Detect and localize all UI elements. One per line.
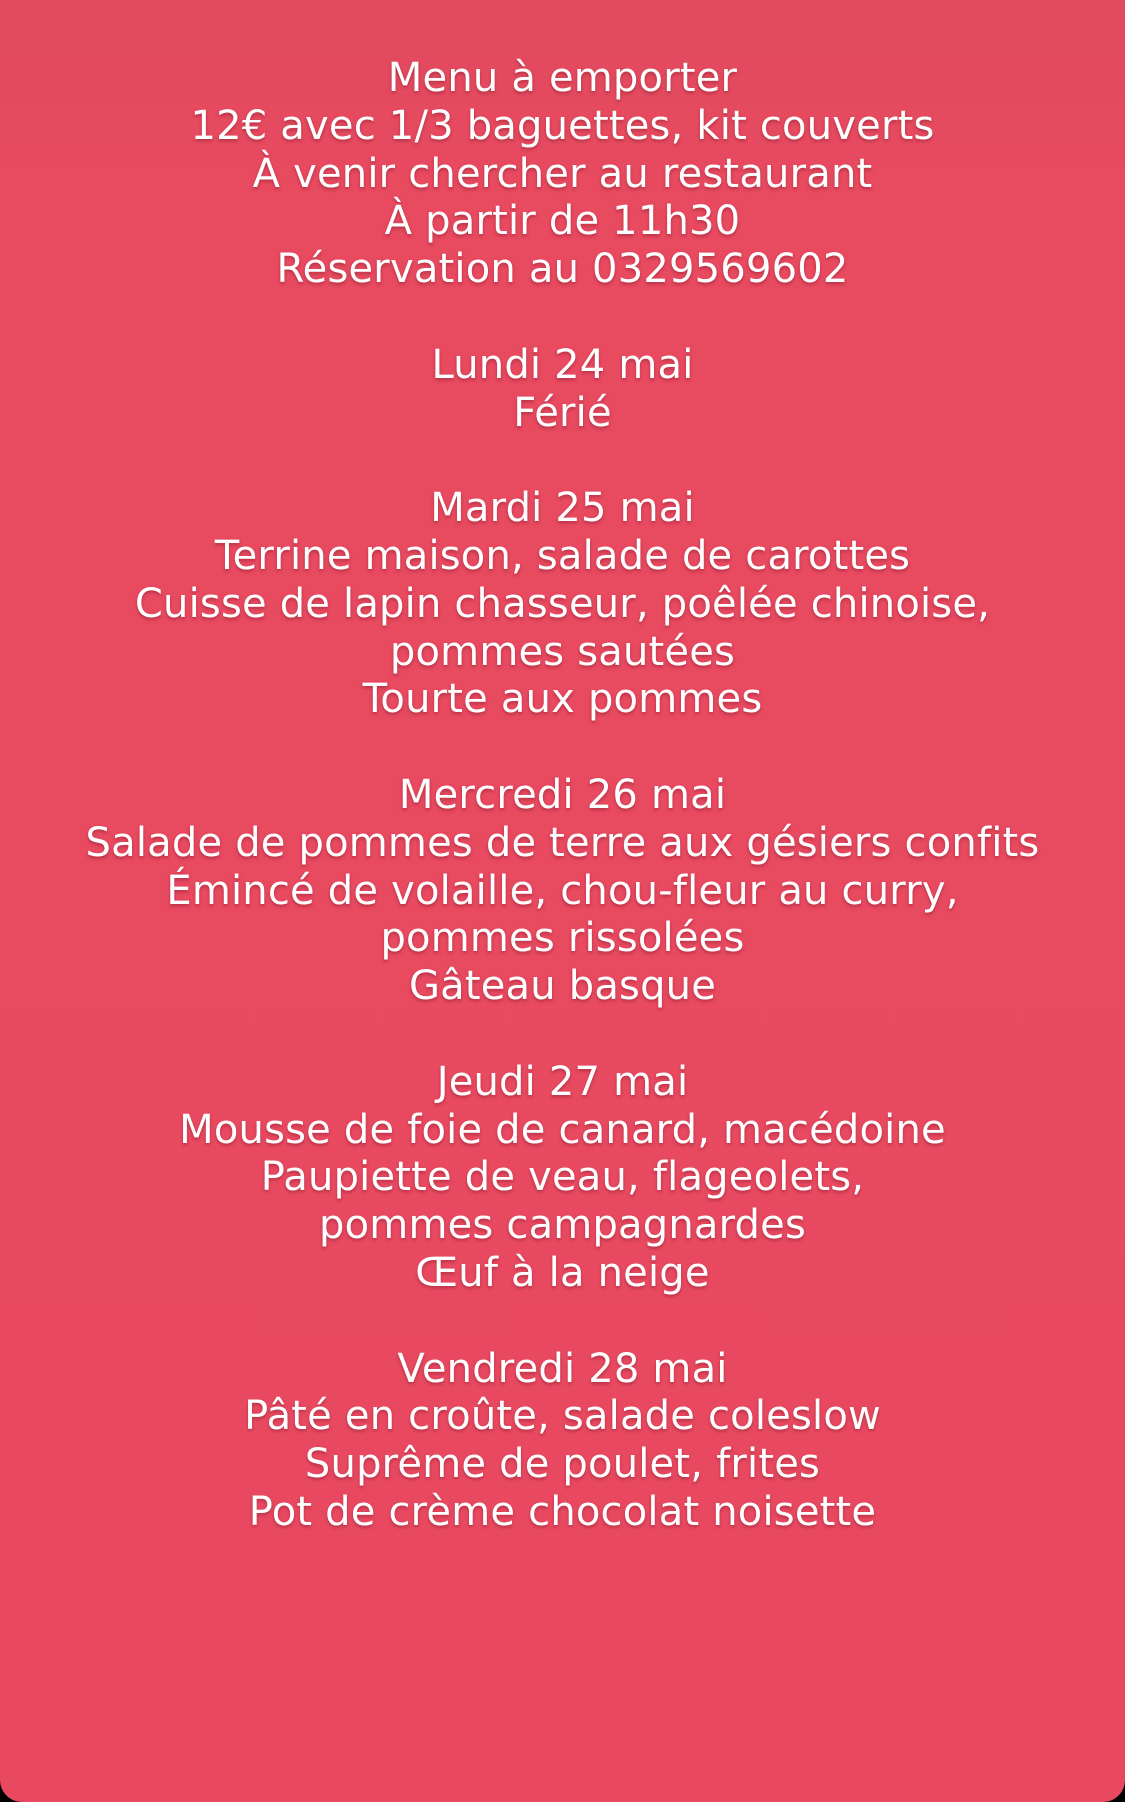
wednesday-starter: Salade de pommes de terre aux gésiers confits [85, 819, 1040, 866]
price-info: 12€ avec 1/3 baguettes, kit couverts [190, 102, 935, 149]
friday-main: Suprême de poulet, frites [304, 1441, 821, 1488]
tuesday-dessert: Tourte aux pommes [362, 676, 763, 723]
section-spacer [0, 294, 1125, 342]
tuesday-starter: Terrine maison, salade de carottes [214, 532, 911, 579]
section-spacer [0, 437, 1125, 485]
menu-title: Menu à emporter [387, 55, 738, 101]
reservation-info: Réservation au 0329569602 [276, 246, 849, 293]
section-spacer [0, 1298, 1125, 1346]
monday-item: Férié [513, 389, 612, 436]
wednesday-main: Émincé de volaille, chou-fleur au curry, [166, 867, 959, 914]
day-title-thursday: Jeudi 27 mai [436, 1058, 689, 1105]
friday-dessert: Pot de crème chocolat noisette [248, 1488, 877, 1535]
tuesday-main-cont: pommes sautées [389, 628, 736, 675]
pickup-info: À venir chercher au restaurant [252, 150, 873, 197]
thursday-starter: Mousse de foie de canard, macédoine [179, 1106, 946, 1153]
thursday-main: Paupiette de veau, flageolets, [260, 1154, 865, 1201]
time-info: À partir de 11h30 [384, 198, 741, 245]
day-title-tuesday: Mardi 25 mai [430, 485, 695, 532]
thursday-dessert: Œuf à la neige [415, 1249, 710, 1296]
wednesday-main-cont: pommes rissolées [380, 915, 745, 962]
section-spacer [0, 1011, 1125, 1059]
menu-text-block [0, 55, 1125, 1537]
day-title-friday: Vendredi 28 mai [397, 1345, 728, 1392]
tuesday-main: Cuisse de lapin chasseur, poêlée chinoise, [134, 580, 991, 627]
thursday-main-cont: pommes campagnardes [319, 1202, 806, 1249]
section-spacer [0, 724, 1125, 772]
day-title-monday: Lundi 24 mai [431, 341, 694, 388]
day-title-wednesday: Mercredi 26 mai [398, 771, 727, 818]
friday-starter: Pâté en croûte, salade coleslow [244, 1393, 881, 1440]
wednesday-dessert: Gâteau basque [408, 963, 717, 1010]
